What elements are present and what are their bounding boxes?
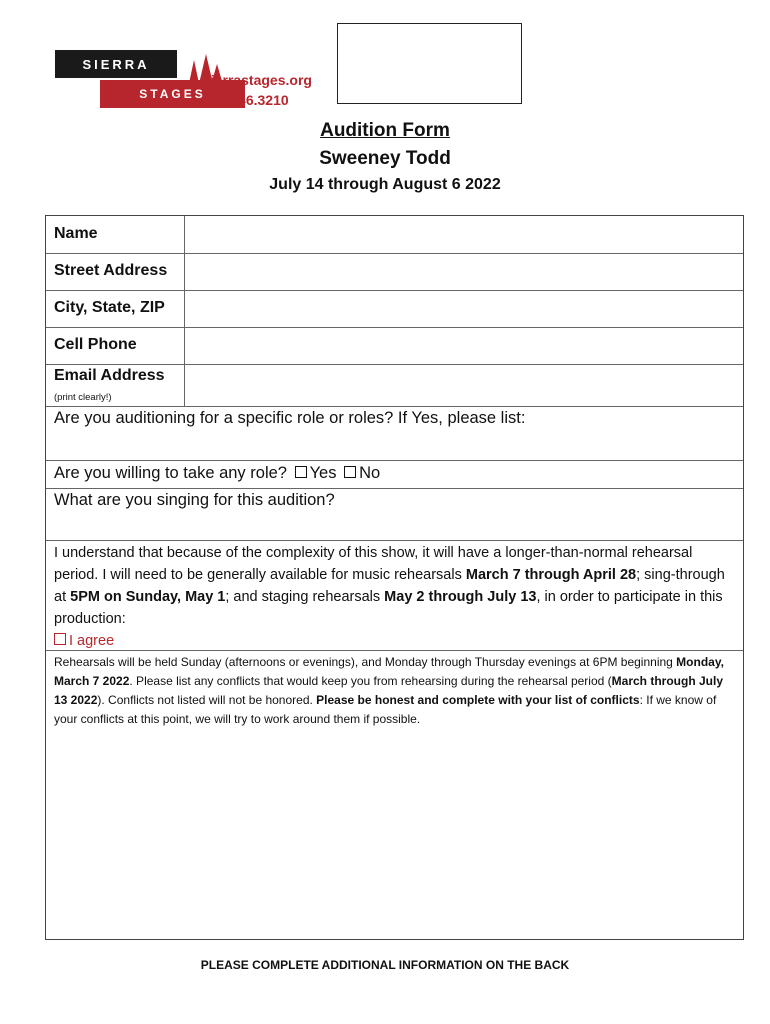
logo-stages-block: STAGES xyxy=(100,80,245,108)
street-row xyxy=(46,254,743,291)
audition-form-table xyxy=(45,215,744,940)
name-row xyxy=(46,216,743,254)
cell-row xyxy=(46,328,743,365)
agree-checkbox[interactable] xyxy=(54,633,66,645)
willing-row xyxy=(46,461,743,489)
photo-box xyxy=(337,23,522,104)
singing-question: What are you singing for this audition? xyxy=(54,491,335,509)
agreement-text: I understand that because of the complexity of this show, it will have a longer-than-normal rehearsal period. I will need to be generally available for music rehearsals March 7 through April 28; sing-through at 5PM on Sunday, May 1; and staging rehearsals May 2 through July 13, in order to participate in this production: I agree xyxy=(54,545,725,649)
yes-checkbox[interactable] xyxy=(295,466,307,478)
footer-note: PLEASE COMPLETE ADDITIONAL INFORMATION ON THE BACK xyxy=(200,958,570,972)
cell-label: Cell Phone xyxy=(54,336,137,353)
email-note: (print clearly!) xyxy=(54,392,112,403)
singing-row[interactable] xyxy=(46,489,743,541)
yes-label: Yes xyxy=(309,464,337,482)
sierra-stages-logo xyxy=(55,50,335,112)
agreement-row xyxy=(46,541,743,651)
street-label: Street Address xyxy=(54,262,168,279)
email-field[interactable] xyxy=(186,367,739,404)
name-label: Name xyxy=(54,225,98,242)
no-label: No xyxy=(359,464,381,482)
logo-sierra-block: SIERRA xyxy=(55,50,177,78)
city-row xyxy=(46,291,743,328)
willing-label: Are you willing to take any role? xyxy=(54,464,287,482)
street-field[interactable] xyxy=(186,256,739,288)
cell-field[interactable] xyxy=(186,330,739,362)
show-title: Sweeney Todd xyxy=(319,148,451,169)
conflicts-text: Rehearsals will be held Sunday (afternoons or evenings), and Monday through Thursday evenings at 6PM beginning Monday, March 7 2022. Please list any conflicts that would keep you from rehearsing during the rehearsal period (March through July 13 2022). Conflicts not listed will not be honored. Please be honest and complete with your list of conflicts: If we know of your conflicts at this point, we will try to work around them if possible. xyxy=(54,655,724,726)
city-label: City, State, ZIP xyxy=(54,299,165,316)
logo-phone: 530.346.3210 xyxy=(203,92,289,108)
email-row xyxy=(46,365,743,407)
city-field[interactable] xyxy=(186,293,739,325)
role-question: Are you auditioning for a specific role or roles? If Yes, please list: xyxy=(54,409,526,427)
conflicts-section[interactable] xyxy=(46,651,743,939)
willing-question xyxy=(54,464,380,483)
email-label: Email Address xyxy=(54,367,165,384)
role-row[interactable] xyxy=(46,407,743,461)
no-checkbox[interactable] xyxy=(344,466,356,478)
show-dates: July 14 through August 6 2022 xyxy=(269,176,501,193)
agree-label: I agree xyxy=(69,633,115,649)
name-field[interactable] xyxy=(186,218,739,251)
logo-website: sierrastages.org xyxy=(203,72,312,88)
form-title: Audition Form xyxy=(320,120,450,141)
